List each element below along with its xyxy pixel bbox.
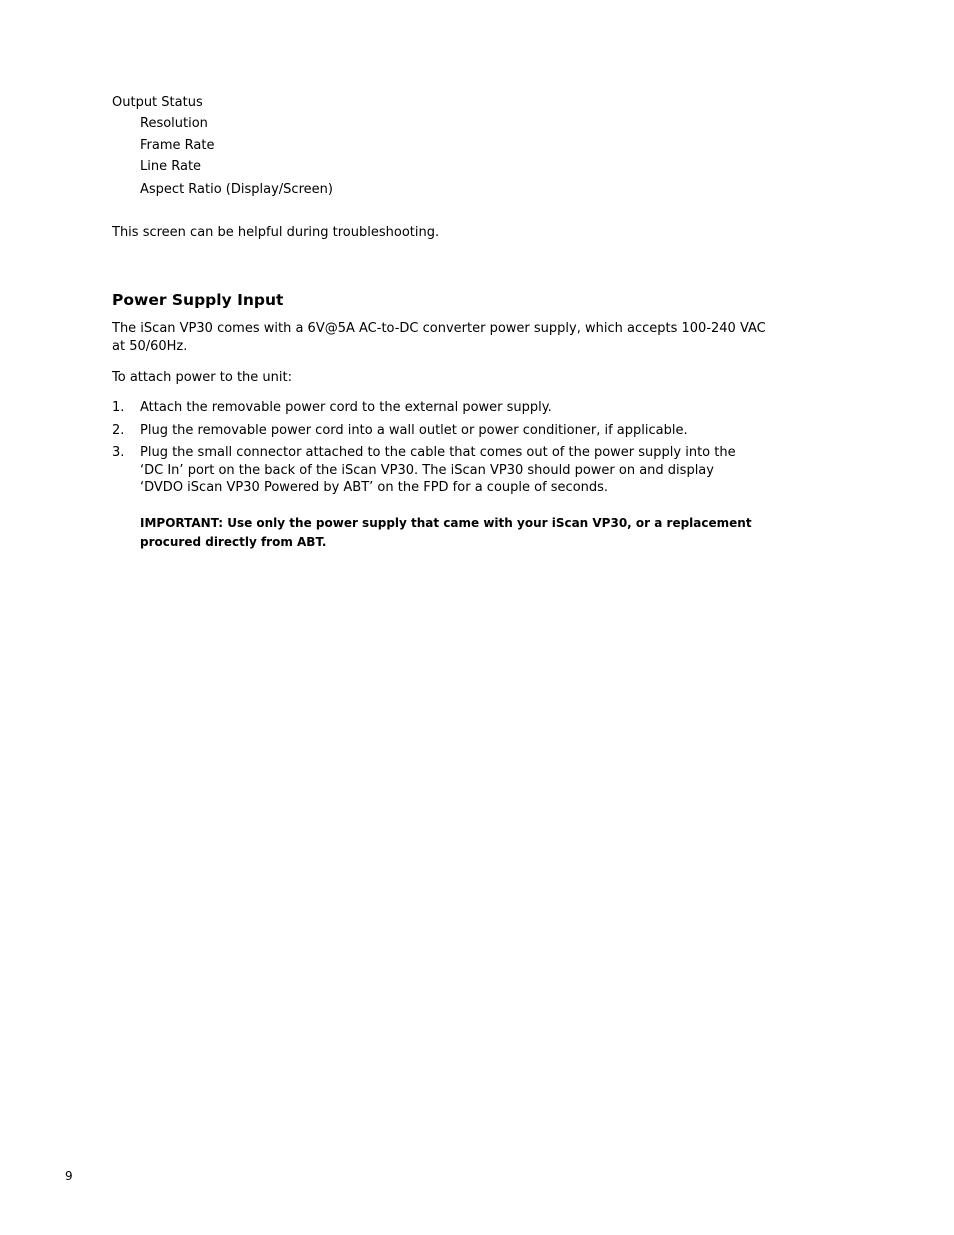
- step-3-number: 3.: [112, 445, 125, 460]
- section-heading-power-supply: Power Supply Input: [112, 291, 284, 309]
- step-3-text-line-2: ‘DC In’ port on the back of the iScan VP30. The iScan VP30 should power on and display: [140, 463, 714, 478]
- output-status-title: Output Status: [112, 95, 203, 110]
- power-intro-line-1: The iScan VP30 comes with a 6V@5A AC-to-DC converter power supply, which accepts 100-240 VAC: [112, 321, 766, 336]
- step-2-number: 2.: [112, 423, 125, 438]
- output-status-item-aspect-ratio: Aspect Ratio (Display/Screen): [140, 182, 333, 197]
- step-3-text-line-3: ‘DVDO iScan VP30 Powered by ABT’ on the FPD for a couple of seconds.: [140, 480, 609, 495]
- output-status-item-line-rate: Line Rate: [140, 159, 202, 174]
- troubleshooting-note: This screen can be helpful during troubleshooting.: [112, 225, 440, 240]
- power-intro-line-2: at 50/60Hz.: [112, 339, 188, 354]
- attach-intro: To attach power to the unit:: [112, 370, 292, 385]
- step-1-text: Attach the removable power cord to the external power supply.: [140, 400, 552, 415]
- important-note-line-2: procured directly from ABT.: [140, 535, 327, 549]
- output-status-item-frame-rate: Frame Rate: [140, 138, 215, 153]
- step-3-text-line-1: Plug the small connector attached to the cable that comes out of the power supply into the: [140, 445, 736, 460]
- step-1-number: 1.: [112, 400, 125, 415]
- step-2-text: Plug the removable power cord into a wall outlet or power conditioner, if applicable.: [140, 423, 688, 438]
- important-note-line-1: IMPORTANT: Use only the power supply that came with your iScan VP30, or a replacement: [140, 516, 752, 530]
- page-number: 9: [65, 1169, 73, 1183]
- output-status-item-resolution: Resolution: [140, 116, 208, 131]
